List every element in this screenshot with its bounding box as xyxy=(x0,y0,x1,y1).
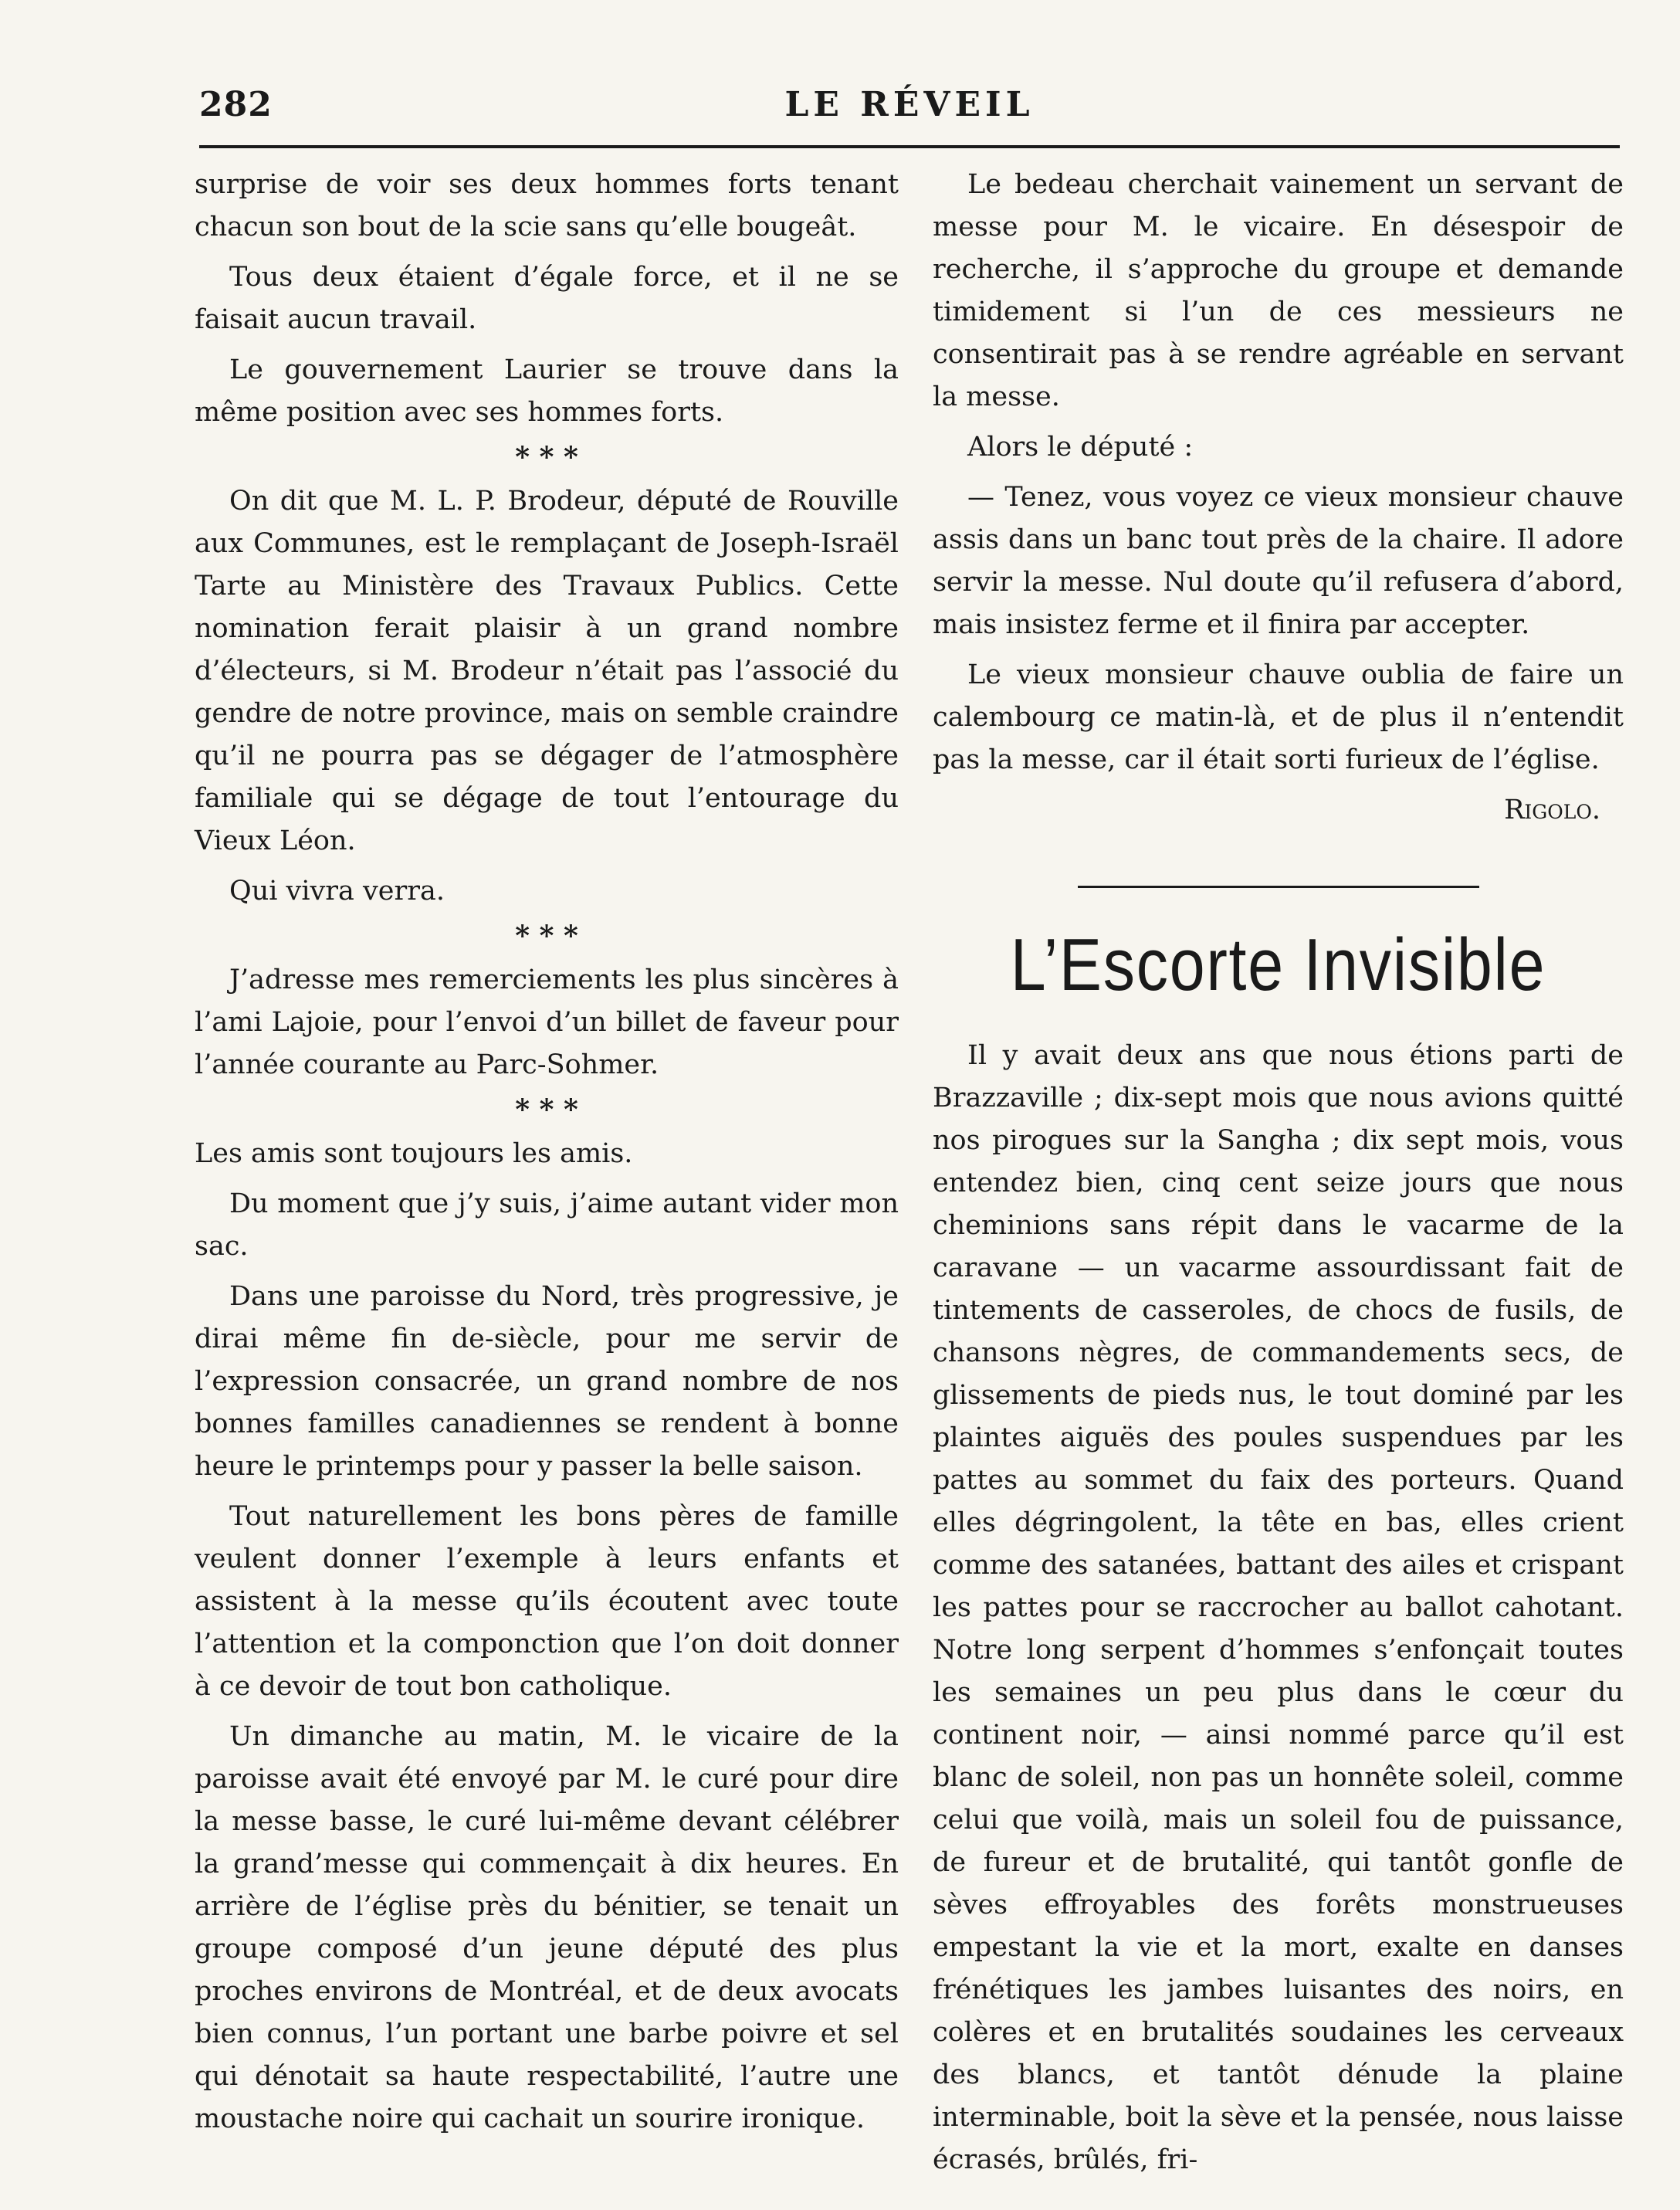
paragraph: Alors le député : xyxy=(967,432,1194,463)
header-rule xyxy=(199,145,1620,148)
paragraph: On dit que M. L. P. Brodeur, député de Rouville aux Communes, est le remplaçant de Joseph-Israël Tarte au Ministère des Travaux Publics. Cette nomination ferait plaisir à un grand nombre d’électeurs, si M. Brodeur n’était pas l’associé du gendre de notre province, mais on semble craindre qu’il ne pourra pas se dégager de l’atmosphère familiale qui se dégage de tout l’entourage du Vieux Léon. xyxy=(195,486,899,856)
paragraph: Les amis sont toujours les amis. xyxy=(195,1138,633,1169)
author-signature: Rigolo. xyxy=(1504,795,1600,825)
asterism-separator: * * * xyxy=(515,1093,578,1126)
paragraph: Tout naturellement les bons pères de famille veulent donner l’exemple à leurs enfants et assistent à la messe qu’ils écoutent avec toute l’attention et la componction que l’on doit donner à ce devoir de tout bon catholique. xyxy=(195,1501,899,1702)
page-header xyxy=(199,85,1620,139)
paragraph: surprise de voir ses deux hommes forts tenant chacun son bout de la scie sans qu’elle bougeât. xyxy=(195,169,899,242)
paragraph: Le bedeau cherchait vainement un servant de messe pour M. le vicaire. En désespoir de recherche, il s’approche du groupe et demande timidement si l’un de ces messieurs ne consentirait pas à se rendre agréable en servant la messe. xyxy=(933,169,1624,412)
page-number: 282 xyxy=(199,85,273,124)
paragraph: Du moment que j’y suis, j’aime autant vider mon sac. xyxy=(195,1188,899,1262)
paragraph: Qui vivra verra. xyxy=(229,876,445,907)
story-title: L’Escorte Invisible xyxy=(1010,924,1546,1006)
running-title: LE RÉVEIL xyxy=(784,85,1035,124)
paragraph: Le vieux monsieur chauve oublia de faire un calembourg ce matin-là, et de plus il n’entendit pas la messe, car il était sorti furieux de l’église. xyxy=(933,659,1624,775)
section-divider xyxy=(1078,886,1479,888)
asterism-separator: * * * xyxy=(515,441,578,473)
paragraph: J’adresse mes remerciements les plus sincères à l’ami Lajoie, pour l’envoi d’un billet de faveur pour l’année courante au Parc-Sohmer. xyxy=(195,964,899,1080)
paragraph: Il y avait deux ans que nous étions parti de Brazzaville ; dix-sept mois que nous avions quitté nos pirogues sur la Sangha ; dix sept mois, vous entendez bien, cinq cent seize jours que nous cheminions sans répit dans le vacarme de la caravane — un vacarme assourdissant fait de tintements de casseroles, de chocs de fusils, de chansons nègres, de commandements secs, de glissements de pieds nus, le tout dominé par les plaintes aiguës des poules suspendues par les pattes au sommet du faix des porteurs. Quand elles dégringolent, la tête en bas, elles crient comme des satanées, battant des ailes et crispant les pattes pour se raccrocher au ballot cahotant. Notre long serpent d’hommes s’enfonçait toutes les semaines un peu plus dans le cœur du continent noir, — ainsi nommé parce qu’il est blanc de soleil, non pas un honnête soleil, comme celui que voilà, mais un soleil fou de puissance, de fureur et de brutalité, qui tantôt gonfle de sèves effroyables des forêts monstrueuses empestant la vie et la mort, exalte en danses frénétiques les jambes luisantes des noirs, en colères et en brutalités soudaines les cerveaux des blancs, et tantôt dénude la plaine interminable, boit la sève et la pensée, nous laisse écrasés, brûlés, fri- xyxy=(933,1040,1624,2175)
asterism-separator: * * * xyxy=(515,920,578,952)
paragraph: Le gouvernement Laurier se trouve dans la même position avec ses hommes forts. xyxy=(195,354,899,428)
paragraph: — Tenez, vous voyez ce vieux monsieur chauve assis dans un banc tout près de la chaire. Il adore servir la messe. Nul doute qu’il refusera d’abord, mais insistez ferme et il finira par accepter. xyxy=(933,482,1624,640)
paragraph: Un dimanche au matin, M. le vicaire de la paroisse avait été envoyé par M. le curé pour dire la messe basse, le curé lui-même devant célébrer la grand’messe qui commençait à dix heures. En arrière de l’église près du bénitier, se tenait un groupe composé d’un jeune député des plus proches environs de Montréal, et de deux avocats bien connus, l’un portant une barbe poivre et sel qui dénotait sa haute respectabilité, l’autre une moustache noire qui cachait un sourire ironique. xyxy=(195,1721,899,2134)
right-column xyxy=(933,164,1624,2189)
left-column xyxy=(195,164,899,2148)
paragraph: Tous deux étaient d’égale force, et il ne se faisait aucun travail. xyxy=(195,262,899,335)
paragraph: Dans une paroisse du Nord, très progressive, je dirai même fin de-siècle, pour me servir de l’expression consacrée, un grand nombre de nos bonnes familles canadiennes se rendent à bonne heure le printemps pour y passer la belle saison. xyxy=(195,1281,899,1482)
